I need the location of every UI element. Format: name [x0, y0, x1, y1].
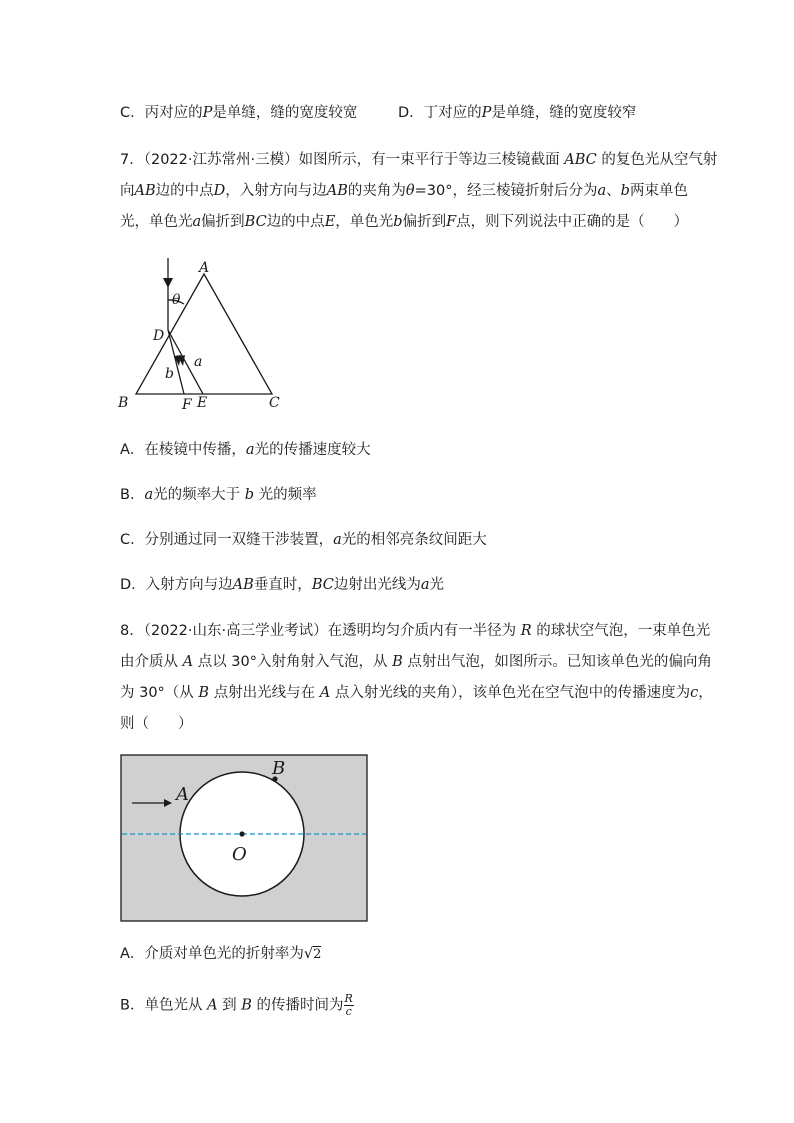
label-O: O: [232, 844, 247, 865]
q7-option-c: C．分别通过同一双缝干涉装置，a光的相邻亮条纹间距大: [120, 532, 487, 548]
label-b: b: [165, 366, 174, 382]
q8-option-a: A．介质对单色光的折射率为√2: [120, 946, 322, 962]
q7-option-a: A．在棱镜中传播，a光的传播速度较大: [120, 442, 371, 458]
bubble-figure: [120, 754, 368, 924]
option-prev-d: D．丁对应的P是单缝，缝的宽度较窄: [398, 105, 637, 121]
label-a: a: [194, 354, 203, 370]
q7-option-b: B．a光的频率大于 b 光的频率: [120, 487, 317, 503]
fraction-r-over-c: $\frac{R}{c}$: [344, 992, 353, 1018]
q8-line-2: 由介质从 A 点以 30°入射角射入气泡，从 B 点射出气泡，如图所示。已知该单色光的偏向角: [120, 654, 712, 670]
option-prev-c: C．丙对应的P是单缝，缝的宽度较宽: [120, 105, 358, 121]
label-A: A: [176, 784, 189, 805]
q8-line-3: 为 30°（从 B 点射出光线与在 A 点入射光线的夹角），该单色光在空气泡中的传播速度为c，: [120, 685, 713, 701]
label-theta: θ: [172, 292, 181, 308]
sqrt-icon: √: [303, 946, 314, 962]
q7-line-3: 光，单色光a偏折到BC边的中点E，单色光b偏折到F点，则下列说法中正确的是（ ）: [120, 214, 689, 230]
label-A: A: [199, 260, 210, 276]
label-E: E: [197, 395, 208, 411]
incident-arrow-icon: [163, 278, 173, 288]
label-F: F: [182, 397, 192, 413]
label-B: B: [272, 758, 286, 779]
q8-line-4: 则（ ）: [120, 716, 193, 732]
q8-option-b: B．单色光从 A 到 B 的传播时间为 $\frac{R}{c}$: [120, 992, 353, 1018]
label-D: D: [153, 328, 165, 344]
q7-option-d: D．入射方向与边AB垂直时，BC边射出光线为a光: [120, 577, 444, 593]
q8-line-1: 8．（2022·山东·高三学业考试）在透明均匀介质内有一半径为 R 的球状空气泡，一束单色光: [120, 623, 711, 639]
prism-figure: [112, 252, 302, 414]
q7-line-2: 向AB边的中点D，入射方向与边AB的夹角为θ=30°，经三棱镜折射后分为a、b两束单色: [120, 183, 688, 199]
center-point: [239, 831, 244, 836]
label-B: B: [118, 395, 129, 411]
q7-line-1: 7．（2022·江苏常州·三模）如图所示，有一束平行于等边三棱镜截面 ABC 的复色光从空气射: [120, 152, 718, 168]
label-C: C: [269, 395, 280, 411]
